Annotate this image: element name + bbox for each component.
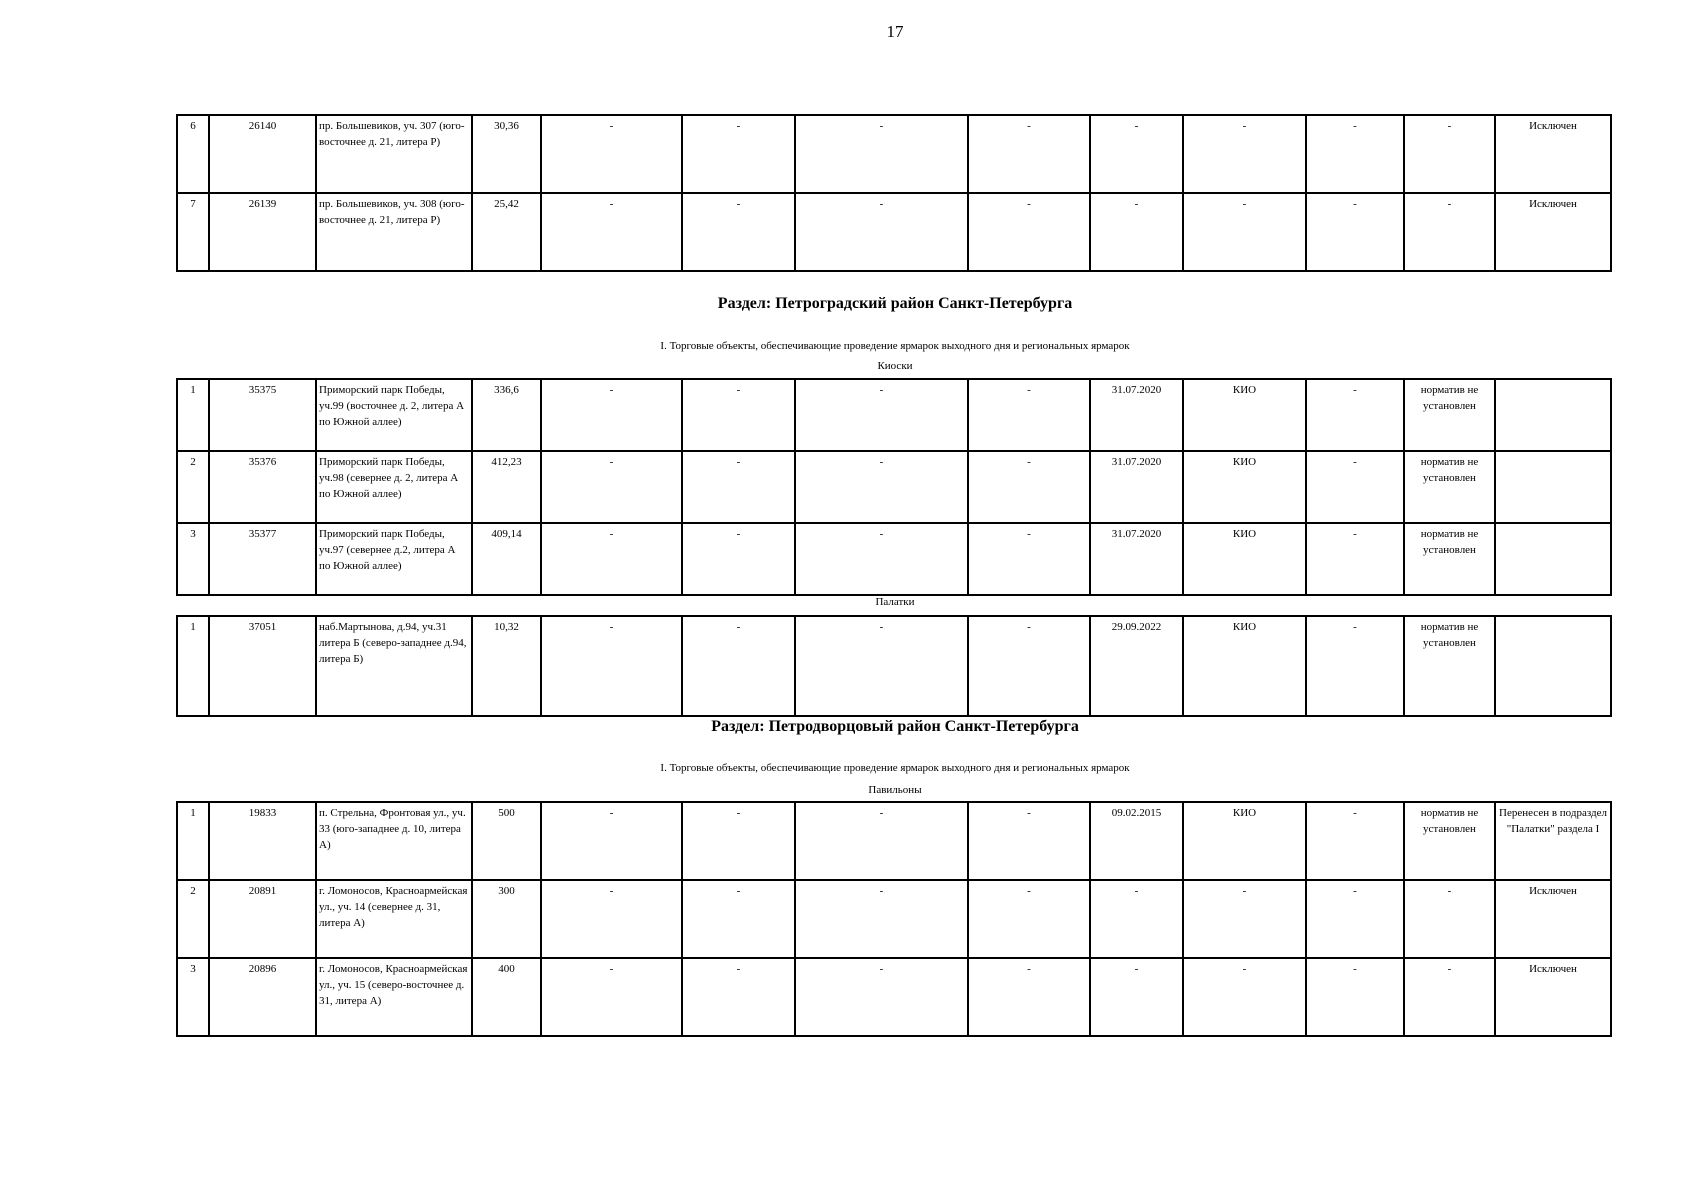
section-title-petrodvortsovy: Раздел: Петродворцовый район Санкт-Петербурга: [711, 718, 1079, 735]
table-cell: 35377: [209, 523, 316, 595]
table-cell: -: [682, 616, 795, 716]
table-cell: -: [682, 379, 795, 451]
registry-table-tents: [176, 615, 1612, 717]
table-cell: пр. Большевиков, уч. 308 (юго-восточнее д. 21, литера Р): [316, 193, 472, 271]
table-cell: -: [682, 880, 795, 958]
group-label-pavilions: Павильоны: [868, 784, 922, 796]
table-cell: 31.07.2020: [1090, 379, 1183, 451]
section-title-petrogradsky: Раздел: Петроградский район Санкт-Петербурга: [717, 295, 1073, 312]
table-cell: наб.Мартынова, д.94, уч.31 литера Б (северо-западнее д.94, литера Б): [316, 616, 472, 716]
table-row: [177, 115, 1611, 193]
table-cell: -: [795, 616, 968, 716]
table-cell: -: [795, 379, 968, 451]
table-cell: -: [1306, 115, 1404, 193]
table-cell: 412,23: [472, 451, 541, 523]
registry-table-kiosks: [176, 378, 1612, 596]
table-cell: 6: [177, 115, 209, 193]
table-row: [177, 958, 1611, 1036]
table-cell: -: [795, 451, 968, 523]
registry-table-pavilions: [176, 801, 1612, 1037]
table-cell: 31.07.2020: [1090, 523, 1183, 595]
registry-table-bolshevikov: [176, 114, 1612, 272]
table-cell: КИО: [1183, 802, 1306, 880]
table-cell: 500: [472, 802, 541, 880]
table-cell: -: [968, 193, 1090, 271]
table-cell: -: [1090, 115, 1183, 193]
page-number: 17: [886, 22, 904, 41]
table-cell: Приморский парк Победы, уч.99 (восточнее д. 2, литера А по Южной аллее): [316, 379, 472, 451]
table-cell: норматив не установлен: [1404, 379, 1495, 451]
section-subtitle-petrodvortsovy: I. Торговые объекты, обеспечивающие проведение ярмарок выходного дня и региональных ярмарок: [660, 762, 1130, 774]
table-cell: -: [1306, 616, 1404, 716]
table-cell: -: [682, 451, 795, 523]
table-cell: Приморский парк Победы, уч.97 (севернее д.2, литера А по Южной аллее): [316, 523, 472, 595]
table-cell: Исключен: [1495, 958, 1611, 1036]
table-cell: 35376: [209, 451, 316, 523]
table-cell: -: [682, 802, 795, 880]
table-cell: -: [795, 958, 968, 1036]
table-cell: -: [968, 115, 1090, 193]
table-cell: Исключен: [1495, 193, 1611, 271]
table-cell: Исключен: [1495, 115, 1611, 193]
table-cell: норматив не установлен: [1404, 451, 1495, 523]
table-cell: -: [1306, 451, 1404, 523]
table-cell: -: [968, 379, 1090, 451]
table-cell: 2: [177, 451, 209, 523]
table-cell: -: [1183, 193, 1306, 271]
table-cell: -: [682, 115, 795, 193]
table-cell: КИО: [1183, 616, 1306, 716]
table-cell: -: [541, 115, 682, 193]
table-cell: Приморский парк Победы, уч.98 (севернее д. 2, литера А по Южной аллее): [316, 451, 472, 523]
table-cell: -: [541, 523, 682, 595]
table-cell: -: [795, 193, 968, 271]
table-cell: -: [1306, 379, 1404, 451]
table-cell: 30,36: [472, 115, 541, 193]
table-cell: -: [541, 451, 682, 523]
table-cell: -: [1404, 880, 1495, 958]
group-label-kiosks: Киоски: [877, 360, 913, 372]
table-row: [177, 193, 1611, 271]
table-cell: -: [1404, 115, 1495, 193]
table-cell: 336,6: [472, 379, 541, 451]
table-cell: 3: [177, 958, 209, 1036]
table-cell: 37051: [209, 616, 316, 716]
table-cell: 1: [177, 616, 209, 716]
table-cell: -: [1183, 958, 1306, 1036]
table-cell: 26139: [209, 193, 316, 271]
table-cell: -: [1183, 880, 1306, 958]
table-row: [177, 802, 1611, 880]
table-cell: 26140: [209, 115, 316, 193]
table-cell: Перенесен в подраздел "Палатки" раздела I: [1495, 802, 1611, 880]
table-cell: -: [795, 115, 968, 193]
table-cell: -: [1404, 193, 1495, 271]
table-cell: п. Стрельна, Фронтовая ул., уч. 33 (юго-западнее д. 10, литера А): [316, 802, 472, 880]
table-cell: -: [541, 193, 682, 271]
table-cell: 31.07.2020: [1090, 451, 1183, 523]
table-cell: 400: [472, 958, 541, 1036]
table-cell: -: [968, 523, 1090, 595]
table-cell: г. Ломоносов, Красноармейская ул., уч. 15 (северо-восточнее д. 31, литера А): [316, 958, 472, 1036]
table-cell: -: [1306, 802, 1404, 880]
table-cell: -: [682, 523, 795, 595]
table-cell: -: [682, 958, 795, 1036]
table-cell: -: [795, 802, 968, 880]
table-cell: 7: [177, 193, 209, 271]
table-cell: 20896: [209, 958, 316, 1036]
table-cell: -: [795, 880, 968, 958]
table-cell: 1: [177, 379, 209, 451]
table-cell: -: [968, 802, 1090, 880]
table-cell: -: [968, 958, 1090, 1036]
table-cell: -: [1404, 958, 1495, 1036]
table-cell: КИО: [1183, 451, 1306, 523]
table-cell: -: [1306, 193, 1404, 271]
table-cell: -: [1183, 115, 1306, 193]
table-row: [177, 379, 1611, 451]
table-cell: норматив не установлен: [1404, 616, 1495, 716]
table-cell: -: [1306, 523, 1404, 595]
table-cell: -: [1090, 880, 1183, 958]
table-cell: пр. Большевиков, уч. 307 (юго-восточнее д. 21, литера Р): [316, 115, 472, 193]
table-cell: [1495, 451, 1611, 523]
table-cell: [1495, 379, 1611, 451]
table-row: [177, 451, 1611, 523]
table-cell: 3: [177, 523, 209, 595]
table-cell: 409,14: [472, 523, 541, 595]
table-cell: 29.09.2022: [1090, 616, 1183, 716]
table-cell: -: [541, 880, 682, 958]
table-cell: -: [541, 379, 682, 451]
table-cell: 09.02.2015: [1090, 802, 1183, 880]
table-row: [177, 880, 1611, 958]
table-cell: 300: [472, 880, 541, 958]
group-label-tents: Палатки: [875, 596, 915, 608]
table-cell: КИО: [1183, 523, 1306, 595]
table-cell: -: [795, 523, 968, 595]
table-cell: -: [1306, 958, 1404, 1036]
table-cell: -: [541, 802, 682, 880]
table-cell: КИО: [1183, 379, 1306, 451]
table-cell: 35375: [209, 379, 316, 451]
section-subtitle-petrogradsky: I. Торговые объекты, обеспечивающие проведение ярмарок выходного дня и региональных ярмарок: [660, 340, 1130, 352]
table-cell: норматив не установлен: [1404, 523, 1495, 595]
table-cell: 2: [177, 880, 209, 958]
table-cell: 20891: [209, 880, 316, 958]
table-cell: г. Ломоносов, Красноармейская ул., уч. 14 (севернее д. 31, литера А): [316, 880, 472, 958]
table-cell: -: [968, 616, 1090, 716]
table-cell: [1495, 523, 1611, 595]
table-cell: 19833: [209, 802, 316, 880]
table-cell: -: [1090, 958, 1183, 1036]
table-cell: 25,42: [472, 193, 541, 271]
table-cell: 1: [177, 802, 209, 880]
table-cell: -: [968, 451, 1090, 523]
table-cell: Исключен: [1495, 880, 1611, 958]
table-cell: 10,32: [472, 616, 541, 716]
table-row: [177, 523, 1611, 595]
table-row: [177, 616, 1611, 716]
table-cell: -: [682, 193, 795, 271]
table-cell: -: [1090, 193, 1183, 271]
table-cell: -: [541, 616, 682, 716]
table-cell: -: [968, 880, 1090, 958]
table-cell: -: [1306, 880, 1404, 958]
table-cell: -: [541, 958, 682, 1036]
table-cell: норматив не установлен: [1404, 802, 1495, 880]
table-cell: [1495, 616, 1611, 716]
